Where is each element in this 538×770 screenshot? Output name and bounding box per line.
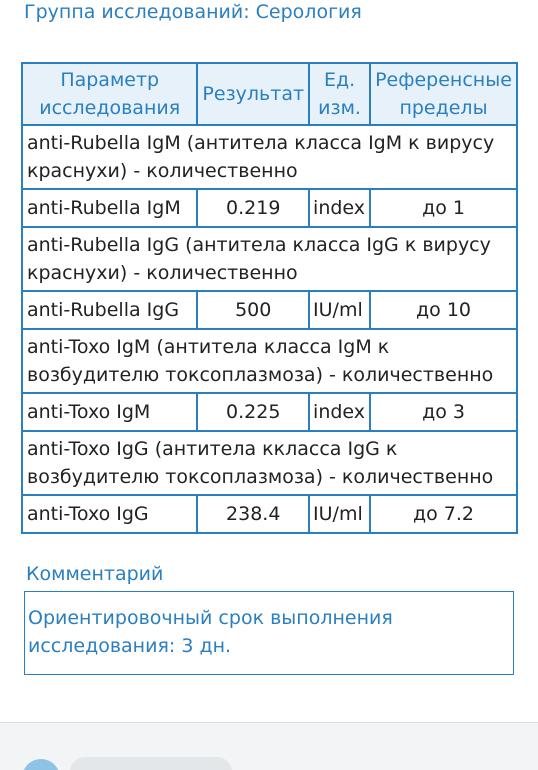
header-result: Результат <box>197 63 309 125</box>
test-result: 0.219 <box>197 189 309 227</box>
test-name: anti-Toxo IgG <box>22 495 197 533</box>
test-reference: до 3 <box>370 393 517 431</box>
comment-text: Ориентировочный срок выполнения исследования: 3 дн. <box>28 607 393 657</box>
table-row <box>22 393 517 431</box>
test-description-row <box>22 329 517 393</box>
test-unit: IU/ml <box>309 291 370 329</box>
test-name: anti-Rubella IgG <box>22 291 197 329</box>
table-row <box>22 291 517 329</box>
test-reference: до 7.2 <box>370 495 517 533</box>
table-header-row <box>22 63 517 125</box>
test-description: anti-Toxo IgM (антитела класса IgM к возбудителю токсоплазмоза) - количественно <box>22 329 517 393</box>
comment-title: Комментарий <box>26 563 164 585</box>
test-unit: IU/ml <box>309 495 370 533</box>
test-name: anti-Toxo IgM <box>22 393 197 431</box>
test-reference: до 1 <box>370 189 517 227</box>
test-unit: index <box>309 189 370 227</box>
group-title: Группа исследований: Серология <box>24 1 362 23</box>
header-unit: Ед. изм. <box>309 63 370 125</box>
test-description-row <box>22 227 517 291</box>
comment-box <box>24 591 514 675</box>
message-footer <box>0 723 538 770</box>
sender-chip[interactable] <box>70 757 232 770</box>
test-description-row <box>22 125 517 189</box>
table-row <box>22 495 517 533</box>
results-table <box>21 62 518 534</box>
avatar[interactable] <box>22 759 60 770</box>
test-reference: до 10 <box>370 291 517 329</box>
header-reference: Референсные пределы <box>370 63 517 125</box>
message-meta <box>338 761 528 770</box>
test-result: 0.225 <box>197 393 309 431</box>
test-name: anti-Rubella IgM <box>22 189 197 227</box>
header-param: Параметр исследования <box>22 63 197 125</box>
test-description: anti-Toxo IgG (антитела кклacca IgG к возбудителю токсоплазмоза) - количественно <box>22 431 517 495</box>
test-description-row <box>22 431 517 495</box>
test-description: anti-Rubella IgM (антитела класса IgM к вирусу краснухи) - количественно <box>22 125 517 189</box>
test-result: 500 <box>197 291 309 329</box>
test-unit: index <box>309 393 370 431</box>
table-row <box>22 189 517 227</box>
test-result: 238.4 <box>197 495 309 533</box>
test-description: anti-Rubella IgG (антитела класса IgG к вирусу краснухи) - количественно <box>22 227 517 291</box>
